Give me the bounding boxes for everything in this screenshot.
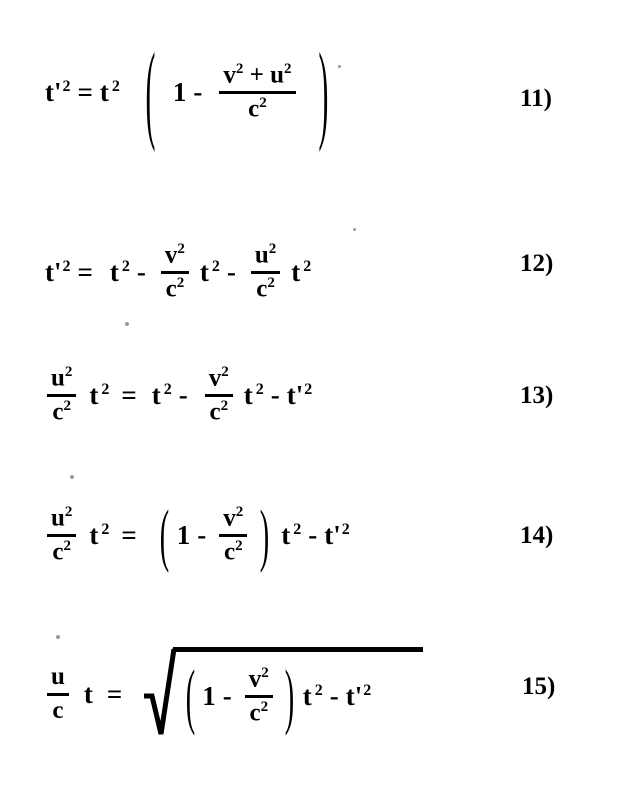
fraction-u2-over-c2 bbox=[47, 365, 76, 425]
symbol-v: v bbox=[223, 61, 236, 89]
equation-14 bbox=[42, 495, 350, 574]
paren-open: ( bbox=[159, 495, 170, 574]
superscript-two: 2 bbox=[268, 241, 277, 257]
symbol-u: u bbox=[51, 663, 65, 691]
minus-sign: - bbox=[222, 680, 232, 711]
superscript-two: 2 bbox=[62, 257, 71, 275]
symbol-t: t bbox=[83, 678, 93, 709]
equals-sign: = bbox=[106, 678, 123, 709]
fraction-v2-over-c2 bbox=[205, 365, 233, 425]
paren-close: ) bbox=[260, 495, 270, 574]
paren-group bbox=[179, 655, 202, 737]
fraction-denominator bbox=[48, 399, 75, 426]
t-squared bbox=[109, 256, 130, 287]
minus-sign: - bbox=[178, 379, 188, 410]
equation-11 bbox=[45, 29, 338, 153]
superscript-two: 2 bbox=[235, 504, 244, 520]
symbol-c: c bbox=[52, 537, 64, 565]
t-prime-squared bbox=[324, 519, 350, 550]
superscript-two: 2 bbox=[267, 274, 275, 291]
equation-15 bbox=[42, 655, 372, 737]
t-prime-squared bbox=[345, 680, 372, 711]
fraction-denominator bbox=[245, 700, 272, 727]
constant-one: 1 bbox=[176, 519, 191, 550]
symbol-c: c bbox=[52, 397, 64, 425]
superscript-two: 2 bbox=[63, 397, 71, 414]
symbol-t: t bbox=[199, 256, 209, 287]
symbol-t-prime: t' bbox=[45, 256, 62, 287]
symbol-c: c bbox=[52, 696, 64, 724]
superscript-two: 2 bbox=[221, 364, 229, 380]
fraction-bar bbox=[161, 271, 189, 274]
fraction-u-over-c bbox=[47, 664, 69, 724]
fraction-numerator bbox=[47, 505, 76, 532]
minus-sign: - bbox=[308, 519, 318, 550]
superscript-two: 2 bbox=[235, 537, 243, 554]
fraction-denominator bbox=[252, 276, 279, 303]
fraction-bar bbox=[251, 271, 280, 274]
plus-sign: + bbox=[249, 61, 264, 89]
paren-close: ) bbox=[284, 655, 295, 737]
symbol-t: t bbox=[281, 519, 291, 550]
fraction-numerator bbox=[161, 242, 189, 269]
ink-speck bbox=[56, 635, 60, 639]
symbol-v: v bbox=[248, 665, 262, 693]
equals-sign: = bbox=[77, 76, 93, 107]
symbol-c: c bbox=[248, 94, 260, 122]
symbol-v: v bbox=[164, 241, 178, 269]
symbol-t: t bbox=[99, 76, 109, 107]
equation-number-15: 15) bbox=[522, 673, 556, 700]
superscript-two: 2 bbox=[259, 94, 267, 111]
constant-one: 1 bbox=[202, 680, 216, 711]
superscript-two: 2 bbox=[64, 364, 73, 380]
fraction-denominator bbox=[244, 96, 271, 123]
paren-group bbox=[152, 495, 177, 574]
radical-vinculum bbox=[173, 647, 423, 652]
symbol-t-prime: t' bbox=[286, 379, 304, 410]
fraction-bar bbox=[219, 91, 295, 94]
fraction-denominator bbox=[205, 399, 232, 426]
minus-sign: - bbox=[226, 256, 236, 287]
constant-one: 1 bbox=[172, 76, 187, 107]
t-squared bbox=[99, 76, 120, 107]
minus-sign: - bbox=[329, 680, 339, 711]
superscript-two: 2 bbox=[303, 257, 312, 275]
superscript-two: 2 bbox=[304, 380, 313, 398]
equation-number-11: 11) bbox=[520, 85, 552, 112]
symbol-t-prime: t' bbox=[45, 76, 62, 107]
symbol-t: t bbox=[109, 256, 119, 287]
fraction-v2-plus-u2-over-c2 bbox=[219, 62, 295, 122]
symbol-t: t bbox=[151, 379, 161, 410]
fraction-numerator bbox=[219, 62, 295, 89]
superscript-two: 2 bbox=[163, 380, 172, 398]
superscript-two: 2 bbox=[111, 77, 120, 95]
minus-sign: - bbox=[193, 76, 203, 107]
paren-open: ( bbox=[186, 655, 196, 737]
t-prime-squared bbox=[286, 379, 313, 410]
equals-sign: = bbox=[77, 256, 93, 287]
fraction-denominator bbox=[48, 698, 67, 724]
fraction-v2-over-c2 bbox=[161, 242, 189, 302]
symbol-u: u bbox=[51, 504, 65, 532]
paren-group bbox=[278, 655, 301, 737]
fraction-denominator bbox=[48, 539, 75, 566]
symbol-t: t bbox=[302, 680, 312, 711]
fraction-bar bbox=[205, 394, 233, 397]
equals-sign: = bbox=[121, 379, 137, 410]
fraction-denominator bbox=[220, 539, 247, 566]
paren-open: ( bbox=[145, 29, 156, 153]
superscript-two: 2 bbox=[341, 520, 350, 538]
equation-number-13: 13) bbox=[520, 382, 554, 409]
fraction-u2-over-c2 bbox=[47, 505, 76, 565]
fraction-numerator bbox=[245, 666, 273, 693]
superscript-two: 2 bbox=[284, 61, 292, 77]
superscript-two: 2 bbox=[176, 274, 185, 291]
minus-sign: - bbox=[270, 379, 280, 410]
superscript-two: 2 bbox=[101, 380, 110, 398]
superscript-two: 2 bbox=[63, 537, 71, 554]
equals-sign: = bbox=[121, 519, 137, 550]
fraction-bar bbox=[47, 394, 76, 397]
equation-number-12: 12) bbox=[520, 250, 554, 277]
equation-12 bbox=[45, 242, 311, 302]
t-squared bbox=[89, 379, 110, 410]
paren-group bbox=[309, 29, 338, 153]
symbol-c: c bbox=[223, 537, 236, 565]
superscript-two: 2 bbox=[64, 504, 73, 520]
fraction-bar bbox=[47, 693, 69, 696]
fraction-numerator bbox=[205, 365, 233, 392]
symbol-u: u bbox=[51, 364, 65, 392]
symbol-c: c bbox=[256, 274, 268, 302]
symbol-t-prime: t' bbox=[324, 519, 341, 550]
symbol-v: v bbox=[223, 504, 236, 532]
t-squared bbox=[199, 256, 220, 287]
equation-13 bbox=[42, 365, 312, 425]
fraction-numerator bbox=[47, 365, 76, 392]
t-squared bbox=[243, 379, 264, 410]
superscript-two: 2 bbox=[314, 681, 323, 699]
lhs-t-prime-squared bbox=[45, 256, 71, 287]
minus-sign: - bbox=[197, 519, 207, 550]
fraction-denominator bbox=[162, 276, 189, 303]
fraction-v2-over-c2 bbox=[219, 505, 247, 565]
symbol-c: c bbox=[209, 397, 221, 425]
symbol-u: u bbox=[254, 241, 269, 269]
fraction-v2-over-c2 bbox=[245, 666, 273, 726]
paren-group bbox=[136, 29, 165, 153]
fraction-numerator bbox=[251, 242, 280, 269]
superscript-two: 2 bbox=[101, 520, 110, 538]
fraction-u2-over-c2 bbox=[251, 242, 280, 302]
t-squared bbox=[281, 519, 302, 550]
ink-speck bbox=[353, 228, 356, 231]
ink-speck bbox=[338, 65, 341, 68]
symbol-t: t bbox=[89, 379, 99, 410]
symbol-t: t bbox=[89, 519, 99, 550]
t-squared bbox=[89, 519, 110, 550]
symbol-c: c bbox=[165, 274, 177, 302]
symbol-t-prime: t' bbox=[345, 680, 363, 711]
symbol-v: v bbox=[208, 364, 222, 392]
fraction-numerator bbox=[219, 505, 247, 532]
symbol-t: t bbox=[243, 379, 253, 410]
t-squared bbox=[291, 256, 312, 287]
superscript-two: 2 bbox=[255, 380, 264, 398]
symbol-u: u bbox=[270, 61, 285, 89]
superscript-two: 2 bbox=[363, 681, 372, 699]
fraction-numerator bbox=[47, 664, 69, 690]
superscript-two: 2 bbox=[260, 698, 269, 715]
minus-sign: - bbox=[136, 256, 146, 287]
superscript-two: 2 bbox=[293, 520, 302, 538]
paren-close: ) bbox=[318, 29, 328, 153]
equation-number-14: 14) bbox=[520, 522, 554, 549]
superscript-two: 2 bbox=[235, 61, 244, 77]
ink-speck bbox=[70, 475, 74, 479]
symbol-t: t bbox=[291, 256, 301, 287]
superscript-two: 2 bbox=[62, 77, 71, 95]
symbol-c: c bbox=[249, 698, 261, 726]
fraction-bar bbox=[245, 695, 273, 698]
superscript-two: 2 bbox=[220, 397, 229, 414]
radicand bbox=[179, 655, 372, 737]
radical-sign-icon bbox=[143, 646, 177, 738]
fraction-bar bbox=[219, 534, 247, 537]
t-squared bbox=[302, 680, 323, 711]
lhs-t-prime-squared bbox=[45, 76, 71, 107]
superscript-two: 2 bbox=[177, 241, 185, 257]
paren-group bbox=[252, 495, 277, 574]
square-root bbox=[143, 655, 372, 737]
superscript-two: 2 bbox=[261, 665, 269, 681]
superscript-two: 2 bbox=[121, 257, 130, 275]
superscript-two: 2 bbox=[211, 257, 220, 275]
t-squared bbox=[151, 379, 172, 410]
fraction-bar bbox=[47, 534, 76, 537]
ink-speck bbox=[125, 322, 129, 326]
